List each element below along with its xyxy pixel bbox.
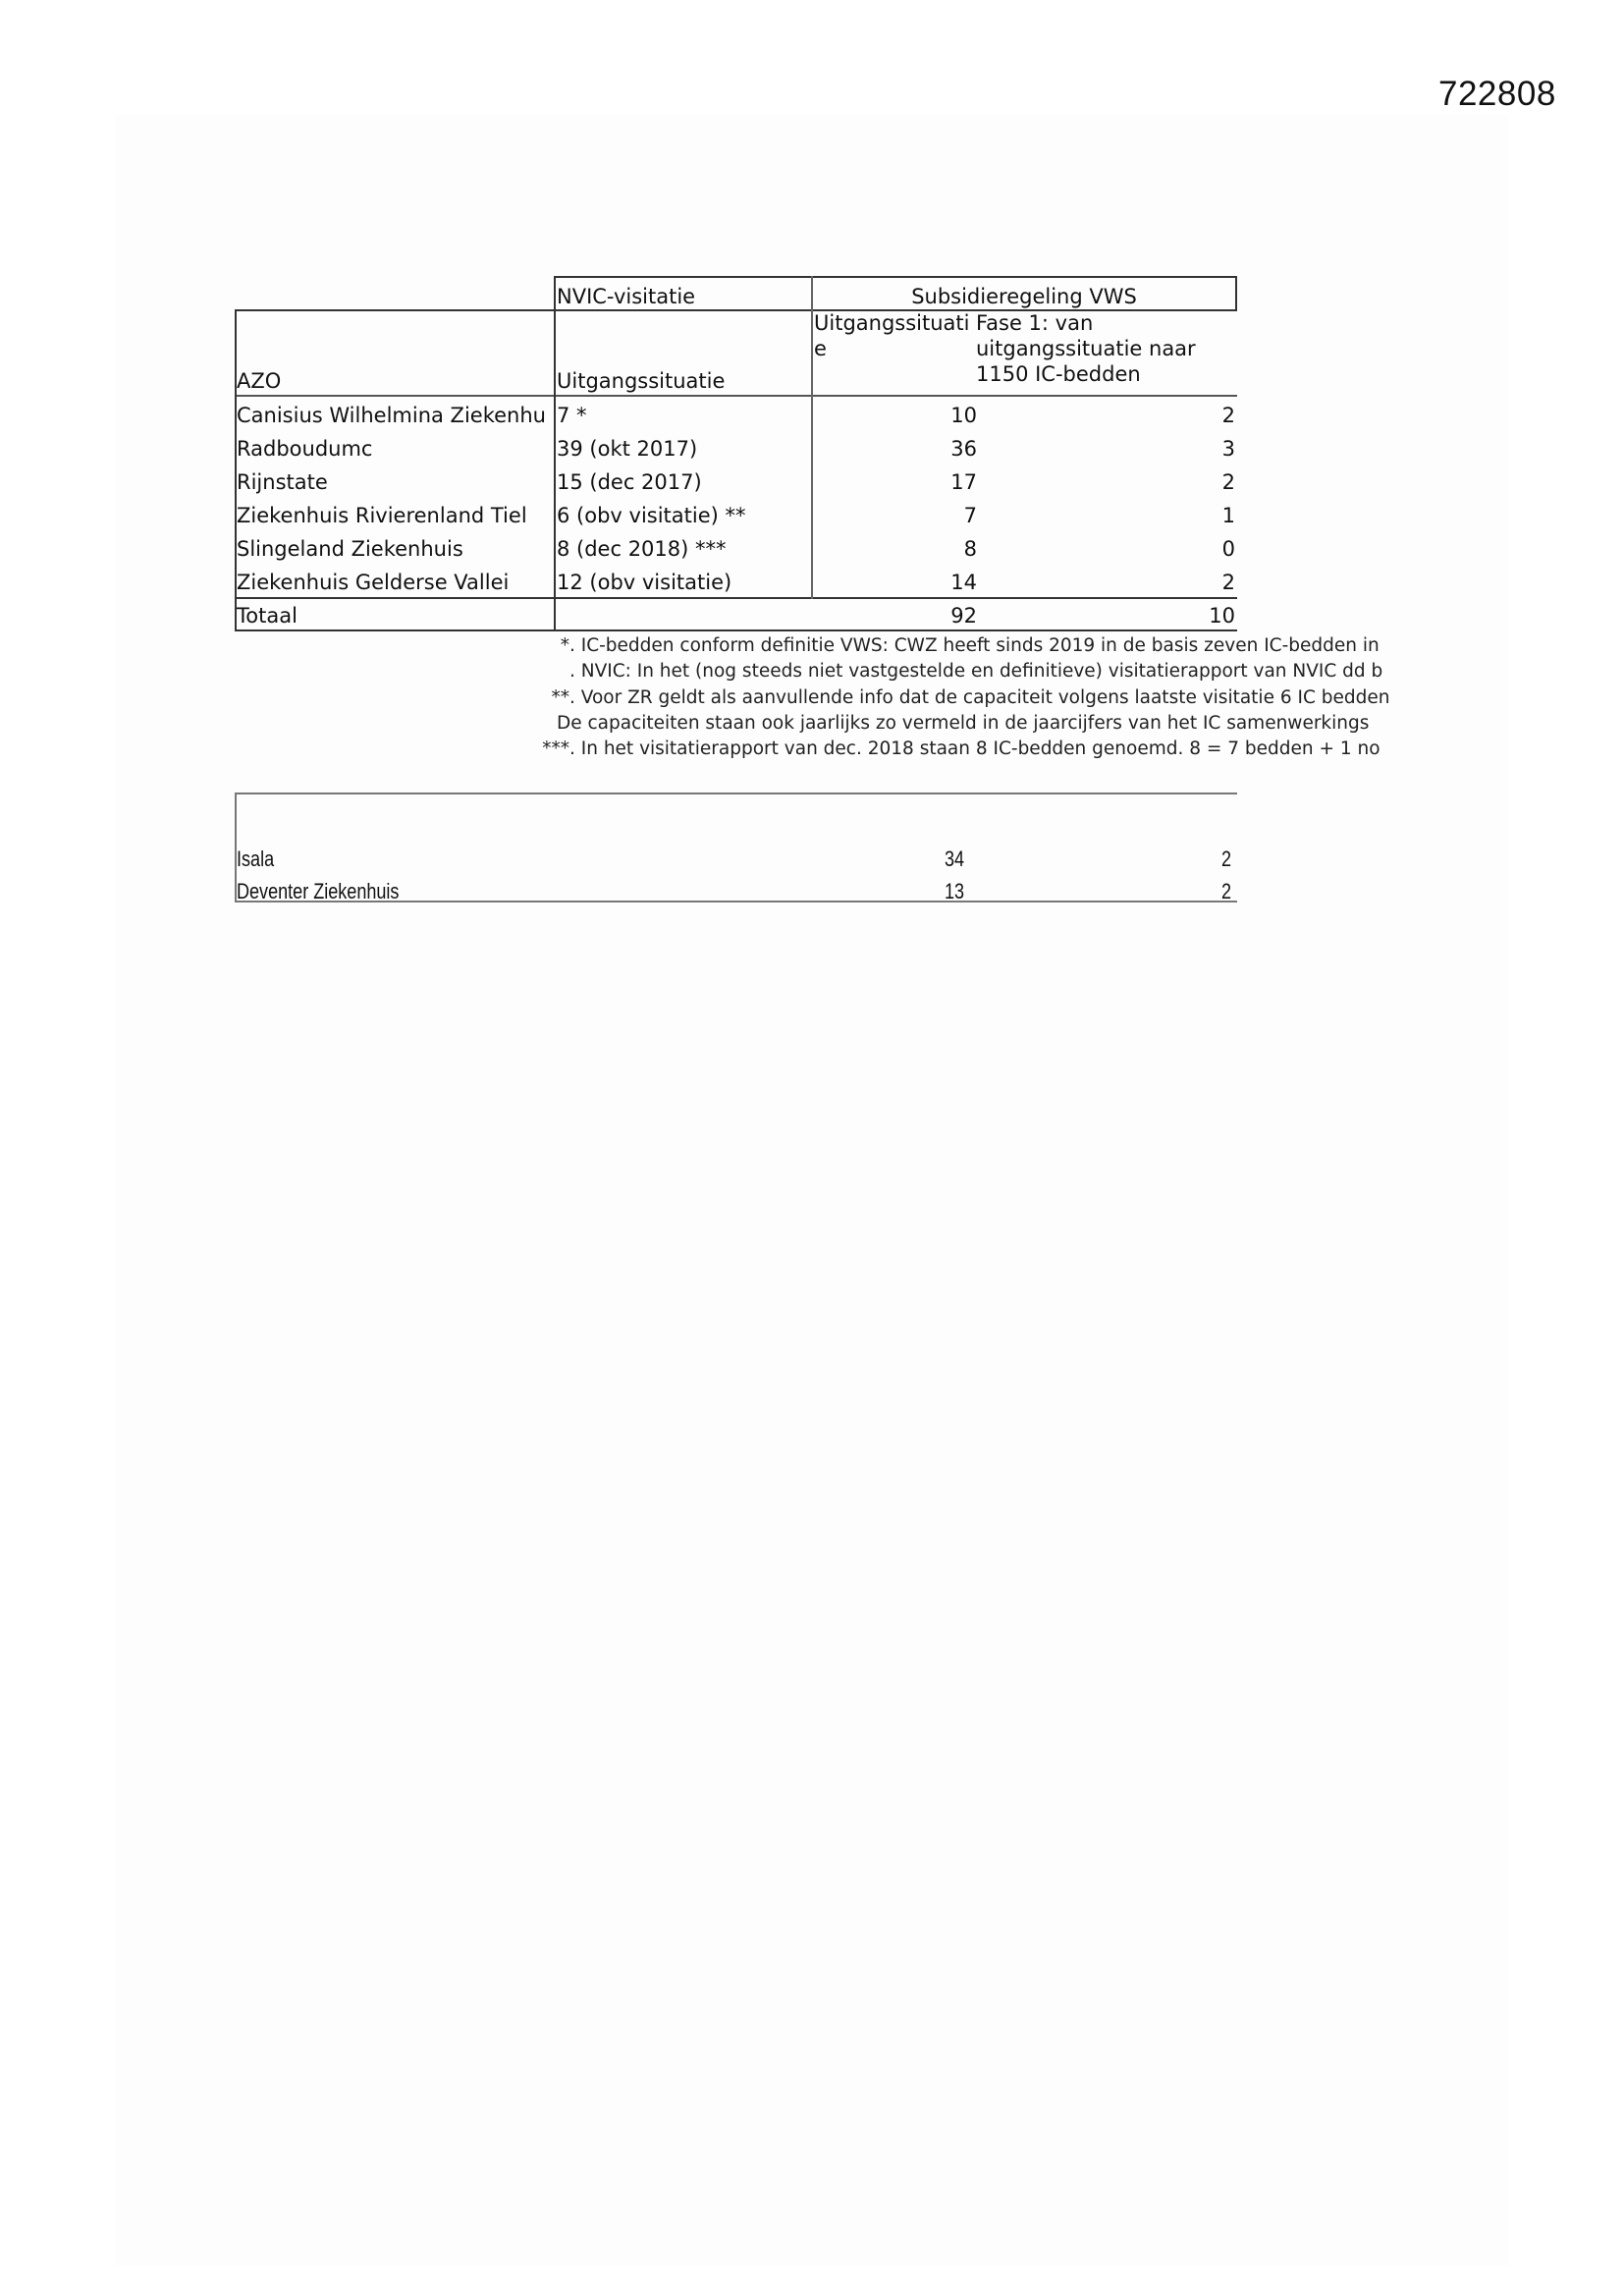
cell-azo: Slingeland Ziekenhuis: [237, 537, 463, 561]
footnote-mark: **: [551, 687, 569, 708]
cell-azo: Isala: [237, 847, 275, 871]
document-number: 722808: [1438, 75, 1556, 113]
table-border: [1235, 276, 1237, 311]
table-border: [554, 276, 1237, 278]
table-border: [235, 597, 1237, 599]
cell-nvic: 15 (dec 2017): [557, 470, 702, 494]
cell-nvic: 8 (dec 2018) ***: [557, 537, 727, 561]
table-border: [235, 629, 1237, 631]
cell-fase1: 2: [1221, 404, 1235, 427]
cell-vws-uitgang: 36: [950, 437, 977, 461]
header-fase1: Fase 1: van: [976, 311, 1094, 335]
cell-nvic: 6 (obv visitatie) **: [557, 504, 746, 527]
cell-vws-uitgang: 14: [950, 571, 977, 594]
cell-fase1: 0: [1221, 537, 1235, 561]
header-fase1-line2: uitgangssituatie naar: [976, 337, 1196, 360]
header-group-vws: Subsidieregeling VWS: [911, 285, 1137, 308]
cell-vws-uitgang: 8: [963, 537, 977, 561]
cell-azo: Deventer Ziekenhuis: [237, 879, 400, 903]
cell-azo: Canisius Wilhelmina Ziekenhu: [237, 404, 546, 427]
header-vws-uitgangssituatie-wrap: e: [814, 337, 827, 360]
header-nvic-uitgangssituatie: Uitgangssituatie: [557, 369, 726, 393]
cell-azo: Ziekenhuis Rivierenland Tiel: [237, 504, 527, 527]
cell-azo: Ziekenhuis Gelderse Vallei: [237, 571, 510, 594]
cell-fase1: 2: [1221, 847, 1232, 871]
header-group-nvic: NVIC-visitatie: [557, 285, 696, 308]
total-label: Totaal: [237, 604, 298, 628]
cell-vws-uitgang: 34: [945, 847, 965, 871]
cell-vws-uitgang: 10: [950, 404, 977, 427]
footnote-mark: *: [560, 635, 569, 656]
cell-nvic: 39 (okt 2017): [557, 437, 698, 461]
cell-fase1: 2: [1221, 879, 1232, 903]
table-border: [235, 793, 1237, 794]
table-border: [235, 395, 1237, 397]
header-azo: AZO: [237, 369, 282, 393]
cell-fase1: 3: [1221, 437, 1235, 461]
cell-vws-uitgang: 17: [950, 470, 977, 494]
footnote-text: De capaciteiten staan ook jaarlijks zo vermeld in de jaarcijfers van het IC samenwerkings: [557, 713, 1370, 734]
total-fase1: 10: [1209, 604, 1235, 628]
footnote-text: . Voor ZR geldt als aanvullende info dat de capaciteit volgens laatste visitatie 6 IC bedden: [569, 687, 1390, 708]
table-border: [811, 276, 813, 599]
total-vws-uitgang: 92: [950, 604, 977, 628]
footnote-mark: ***: [542, 738, 569, 759]
cell-fase1: 2: [1221, 571, 1235, 594]
cell-nvic: 12 (obv visitatie): [557, 571, 732, 594]
cell-azo: Rijnstate: [237, 470, 328, 494]
header-fase1-line3: 1150 IC-bedden: [976, 362, 1141, 386]
cell-vws-uitgang: 13: [945, 879, 965, 903]
cell-vws-uitgang: 7: [963, 504, 977, 527]
footnote-text: . In het visitatierapport van dec. 2018 staan 8 IC-bedden genoemd. 8 = 7 bedden + 1 no: [569, 738, 1380, 759]
footnote-text: . IC-bedden conform definitie VWS: CWZ heeft sinds 2019 in de basis zeven IC-bedden in: [569, 635, 1380, 656]
header-vws-uitgangssituatie: Uitgangssituati: [814, 311, 970, 335]
cell-fase1: 1: [1221, 504, 1235, 527]
cell-nvic: 7 *: [557, 404, 587, 427]
footnote-text: . NVIC: In het (nog steeds niet vastgestelde en definitieve) visitatierapport van NVIC dd b: [569, 661, 1383, 682]
cell-fase1: 2: [1221, 470, 1235, 494]
cell-azo: Radboudumc: [237, 437, 373, 461]
table-border: [554, 276, 556, 631]
